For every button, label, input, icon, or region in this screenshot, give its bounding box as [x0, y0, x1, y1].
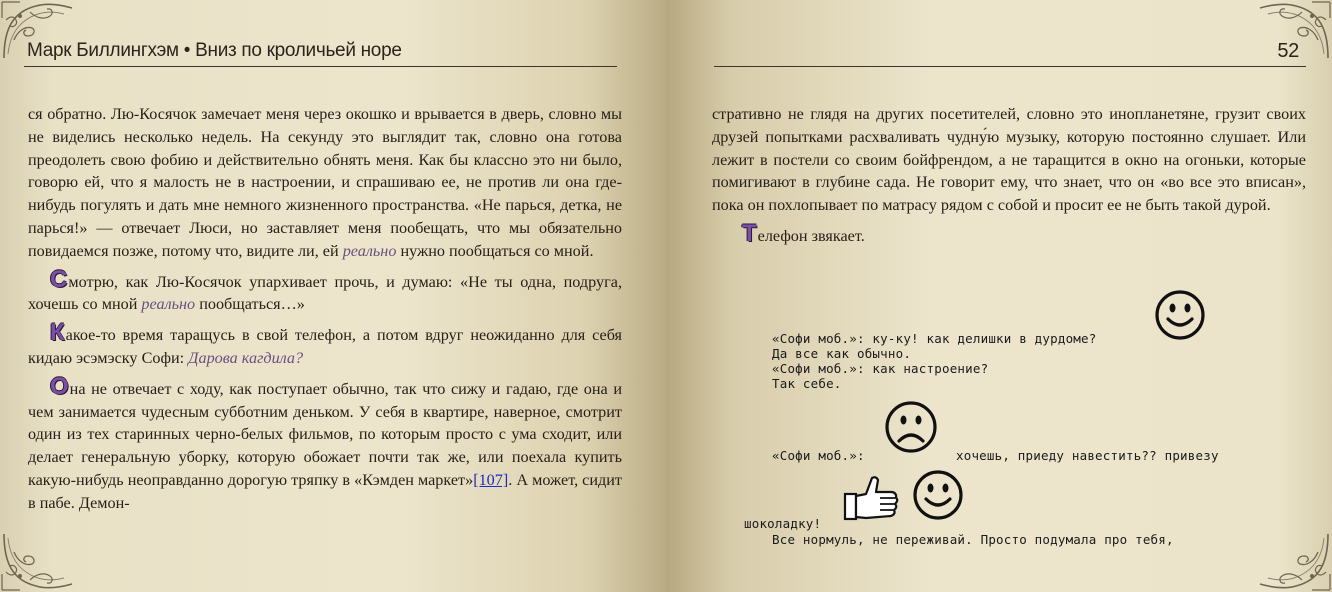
footnote-link[interactable]: [107]	[473, 470, 509, 489]
header-rule	[24, 66, 617, 67]
italic-text: реально	[342, 241, 397, 260]
sms-line: Так себе.	[772, 376, 842, 391]
italic-text: Дарова кагдила?	[188, 348, 304, 367]
corner-ornament-icon	[1254, 532, 1332, 592]
left-body-text	[28, 103, 622, 515]
text-run: елефон звякает.	[757, 226, 865, 245]
sms-line: «Софи моб.»: ку-ку! как делишки в дурдоме?	[772, 331, 1097, 346]
smiley-sad-icon	[884, 400, 938, 454]
drop-cap: О	[50, 372, 69, 400]
smiley-happy-icon	[912, 469, 964, 521]
text-run: нужно пообщаться со мной.	[396, 241, 594, 260]
text-run: на не отвечает с ходу, как поступает обычно, так что сижу и гадаю, где она и чем занимается чудесным субботним деньком. У себя в квартире, наверное, смотрит один из тех старинных черно-белых фильмов, по которым просто с ума сходит, или делает генеральную уборку, которую обожает почти так же, или поехала купить какую-нибудь неоправданно дорогую тряпку в «Кэмден маркет»	[28, 379, 622, 489]
sms-line: шоколадку!	[744, 516, 822, 531]
sms-line: Все нормуль, не переживай. Просто подумала про тебя,	[772, 532, 1174, 547]
paragraph	[28, 103, 622, 263]
sms-line: Да все как обычно.	[772, 346, 912, 361]
thumbs-up-icon	[842, 474, 900, 522]
paragraph	[28, 265, 622, 317]
drop-cap: К	[50, 319, 65, 347]
right-body-text	[712, 103, 1306, 248]
header-rule	[714, 66, 1306, 67]
text-run: акое-то время таращусь в свой телефон, а потом вдруг неожиданно для себя кидаю эсэмэску Софи:	[28, 326, 622, 367]
paragraph	[28, 372, 622, 515]
drop-cap: С	[50, 265, 68, 293]
sms-line: «Софи моб.»: как настроение?	[772, 361, 989, 376]
sms-line: хочешь, приеду навестить?? привезу	[956, 448, 1219, 463]
text-run: пообщаться…»	[195, 295, 305, 314]
sms-line: «Софи моб.»:	[772, 448, 865, 463]
page-number: 52	[1277, 40, 1299, 62]
right-page	[666, 0, 1332, 592]
text-run: ся обратно. Лю-Косячок замечает меня через окошко и врывается в дверь, словно мы не виделись несколько недель. На секунду это выглядит так, словно она готова преодолеть свою фобию и действительно обнять меня. Как бы классно это ни было, говорю ей, что я малость не в настроении, и спрашиваю ее, не против ли она где-нибудь погулять и дать мне немного жизненного пространства. «Не парься, детка, не парься!» — отвечает Люси, но заставляет меня пообещать, что мы обязательно повидаемся позже, потому что, видите ли, ей	[28, 105, 622, 260]
smiley-happy-icon	[1154, 289, 1206, 341]
text-run: мотрю, как Лю-Косячок упархивает прочь, и думаю: «Не ты одна, подруга, хочешь со мной	[28, 272, 622, 314]
running-header: Марк Биллингхэм • Вниз по кроличьей норе	[27, 40, 402, 61]
paragraph	[712, 219, 1306, 248]
paragraph: стративно не глядя на других посетителей, словно это инопланетяне, грузит своих друзей попытками расхваливать чудну́ю музыку, которую постоянно слушает. Или лежит в постели со своим бойфрендом, а не таращится в окно на огоньки, которые помигивают в глубине сада. Не говорит ему, что знает, что он «во все это вписан», пока он похлопывает по матрасу рядом с собой и просит ее не быть такой дурой.	[712, 105, 1306, 215]
drop-cap: Т	[742, 219, 757, 247]
paragraph	[28, 319, 622, 370]
corner-ornament-icon	[0, 532, 78, 592]
text-run: . А может, сидит в пабе. Демон-	[28, 470, 622, 512]
italic-text: реально	[141, 295, 196, 314]
